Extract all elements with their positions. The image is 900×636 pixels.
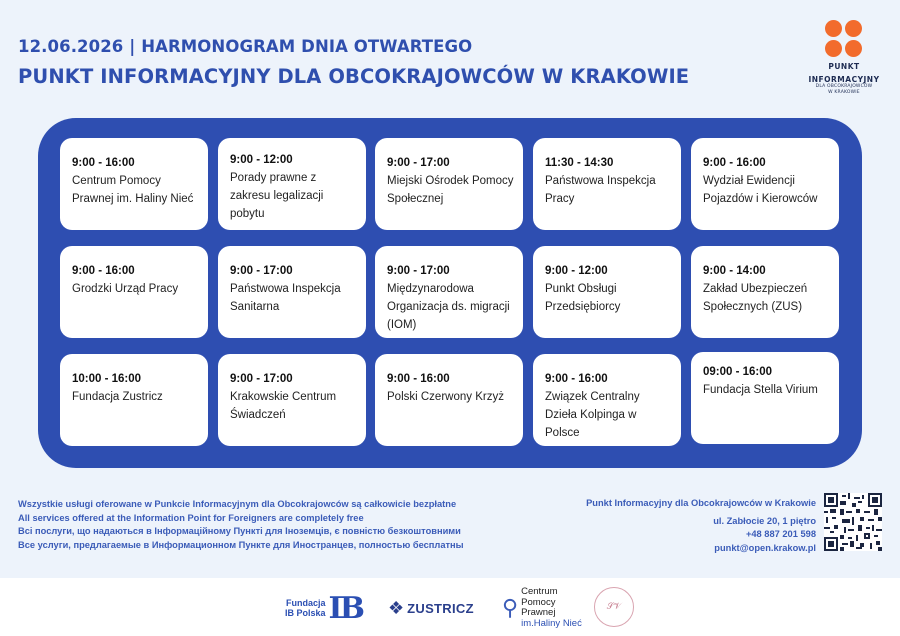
card-place: Międzynarodowa Organizacja ds. migracji (IOM) [387,283,510,331]
logo-line-2: INFORMACYJNY [808,75,880,84]
ib-line-2: IB Polska [285,608,326,618]
note-russian: Все услуги, предлагаемые в Информационном Пункте для Иностранцев, полностью бесплатны [18,539,464,550]
card-place: Miejski Ośrodek Pomocy Społecznej [387,175,514,205]
schedule-card [60,138,208,230]
stella-virium-seal-icon: 𝒮𝒱 [594,587,634,627]
partner-stella-virium [594,584,634,630]
schedule-card [218,354,366,446]
contact-name: Punkt Informacyjny dla Obcokrajowców w Krakowie [586,498,816,508]
card-time: 9:00 - 17:00 [387,265,450,277]
logo-line-1: PUNKT [828,62,860,71]
schedule-card [691,352,839,444]
ib-line-1: Fundacja [286,598,326,608]
card-time: 9:00 - 14:00 [703,265,766,277]
schedule-card [375,354,523,446]
person-figure-icon: ⚲ [502,595,519,620]
card-place: Fundacja Zustricz [72,391,163,403]
note-english: All services offered at the Information Point for Foreigners are completely free [18,512,364,523]
card-time: 9:00 - 17:00 [230,265,293,277]
logo-line-3: DLA OBCOKRAJOWCÓW [815,84,873,89]
ib-logo-icon: IB [328,590,362,626]
partner-zustricz [388,588,474,628]
partner-ib-polska [285,588,362,628]
schedule-card [533,354,681,446]
contact-address: ul. Zabłocie 20, 1 piętro [713,515,816,526]
card-place: Grodzki Urząd Pracy [72,283,179,295]
card-time: 9:00 - 16:00 [72,157,135,169]
card-place: Fundacja Stella Virium [703,384,818,396]
logo-line-4: W KRAKOWIE [828,90,860,95]
card-time: 9:00 - 12:00 [230,154,293,166]
schedule-card [218,246,366,338]
partner-centrum-pomocy [502,588,582,628]
card-place: Krakowskie Centrum Świadczeń [230,391,337,421]
schedule-card [375,138,523,230]
schedule-card [691,138,839,230]
cp-line-1: Centrum [521,586,558,597]
contact-block [586,497,816,555]
contact-phone: +48 887 201 598 [745,529,816,539]
schedule-card [691,246,839,338]
schedule-card [533,138,681,230]
punkt-logo [808,20,880,96]
qr-code-icon[interactable] [824,493,882,551]
card-place: Państwowa Inspekcja Pracy [545,175,656,205]
date-heading: 12.06.2026 | HARMONOGRAM DNIA OTWARTEGO [18,37,473,56]
card-place: Porady prawne z zakresu legalizacji pobytu [230,172,324,220]
page-title: PUNKT INFORMACYJNY DLA OBCOKRAJOWCÓW W KRAKOWIE [18,65,690,88]
schedule-card [218,138,366,230]
card-place: Państwowa Inspekcja Sanitarna [230,283,341,313]
free-services-note [18,498,464,552]
schedule-card [533,246,681,338]
card-time: 10:00 - 16:00 [72,373,142,385]
card-time: 9:00 - 16:00 [545,373,608,385]
zustricz-logo-icon: ❖ [388,597,405,618]
schedule-card [60,354,208,446]
schedule-panel [38,118,862,468]
card-place: Zakład Ubezpieczeń Społecznych (ZUS) [703,283,808,313]
schedule-card [375,246,523,338]
card-time: 9:00 - 17:00 [230,373,293,385]
cp-line-2: Pomocy [521,596,556,608]
zustricz-name: ZUSTRICZ [407,600,474,616]
note-polish: Wszystkie usługi oferowane w Punkcie Informacyjnym dla Obcokrajowców są całkowicie bezpłatne [18,499,457,509]
card-time: 9:00 - 16:00 [72,265,135,277]
card-place: Centrum Pomocy Prawnej im. Haliny Nieć [72,175,194,205]
card-time: 9:00 - 16:00 [703,157,766,169]
note-ukrainian: Всі послуги, що надаються в Інформаційному Пункті для Іноземців, є повністю безкоштовними [18,526,461,536]
card-time: 9:00 - 16:00 [387,373,450,385]
card-time: 9:00 - 12:00 [545,265,608,277]
partners-footer [0,578,900,636]
cp-line-4: im.Haliny Nieć [521,617,582,629]
card-place: Związek Centralny Dzieła Kolpinga w Polsce [545,391,640,439]
cp-line-3: Prawnej [521,607,556,618]
schedule-card [60,246,208,338]
logo-dots-icon [825,20,863,58]
card-time: 11:30 - 14:30 [545,157,614,169]
card-place: Punkt Obsługi Przedsiębiorcy [545,283,621,313]
card-time: 9:00 - 17:00 [387,157,450,169]
card-place: Polski Czerwony Krzyż [387,391,504,403]
card-place: Wydział Ewidencji Pojazdów i Kierowców [703,175,818,205]
card-time: 09:00 - 16:00 [703,366,773,378]
contact-email[interactable]: punkt@open.krakow.pl [714,542,816,553]
